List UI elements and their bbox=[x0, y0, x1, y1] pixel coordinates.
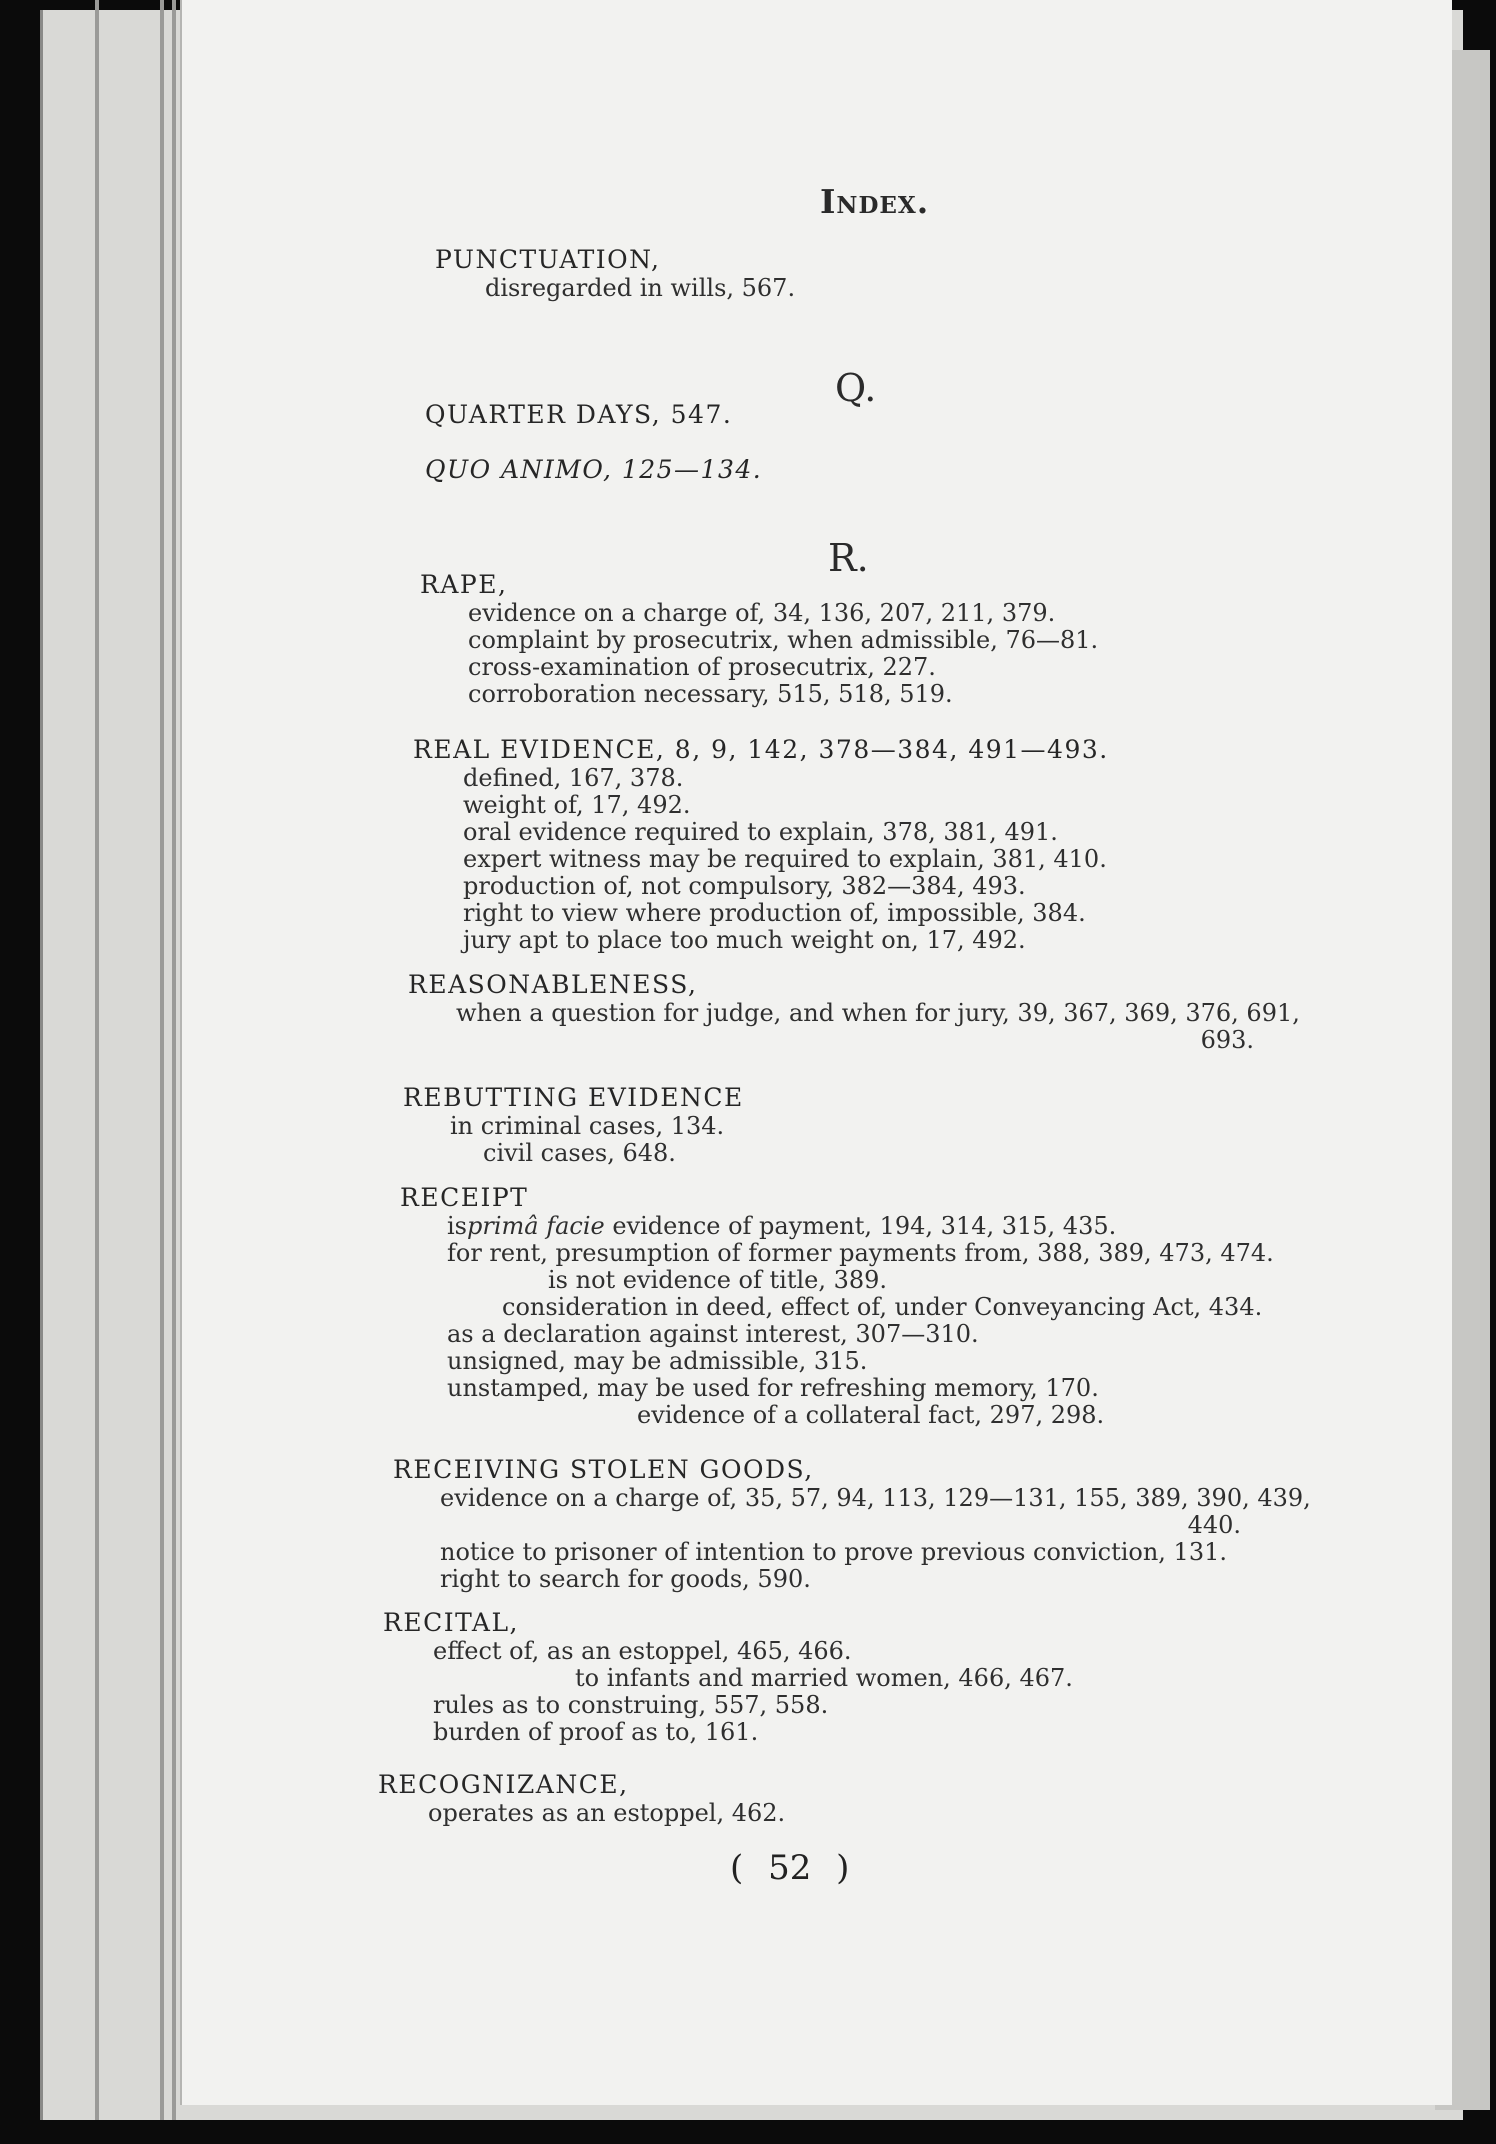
entry-line: production of, not compulsory, 382—384, 493. bbox=[463, 872, 1026, 900]
entry-line: is not evidence of title, 389. bbox=[548, 1266, 888, 1294]
entry-line: unsigned, may be admissible, 315. bbox=[447, 1347, 868, 1375]
entry-heading: RECEIPT bbox=[400, 1183, 529, 1212]
entry-line: evidence on a charge of, 34, 136, 207, 211, 379. bbox=[468, 599, 1056, 627]
entry-heading: PUNCTUATION, bbox=[435, 245, 661, 274]
page-edge bbox=[95, 0, 99, 2120]
entry-line: unstamped, may be used for refreshing memory, 170. bbox=[447, 1374, 1099, 1402]
entry-line: weight of, 17, 492. bbox=[463, 791, 691, 819]
entry-line: cross-examination of prosecutrix, 227. bbox=[468, 653, 936, 681]
index-entry bbox=[408, 970, 1300, 1054]
entry-line: right to search for goods, 590. bbox=[440, 1565, 811, 1593]
entry-continuation: 693. bbox=[1200, 1026, 1254, 1054]
entry-heading: QUARTER DAYS, 547. bbox=[425, 400, 733, 429]
entry-line: notice to prisoner of intention to prove previous conviction, 131. bbox=[440, 1538, 1227, 1566]
entry-line: when a question for judge, and when for jury, 39, 367, 369, 376, 691, bbox=[456, 999, 1300, 1027]
entry-line: disregarded in wills, 567. bbox=[485, 274, 796, 302]
page-edge bbox=[160, 0, 164, 2120]
entry-continuation: 440. bbox=[1187, 1511, 1241, 1539]
entry-heading: RECITAL, bbox=[383, 1608, 519, 1637]
index-entry bbox=[420, 570, 1098, 708]
entry-line: operates as an estoppel, 462. bbox=[428, 1799, 786, 1827]
entry-line: right to view where production of, impossible, 384. bbox=[463, 899, 1086, 927]
entry-line: effect of, as an estoppel, 465, 466. bbox=[433, 1637, 852, 1665]
entry-line: consideration in deed, effect of, under Conveyancing Act, 434. bbox=[502, 1293, 1263, 1321]
entry-line: in criminal cases, 134. bbox=[450, 1112, 725, 1140]
index-entry bbox=[383, 1608, 1073, 1746]
index-entry bbox=[378, 1770, 785, 1827]
entry-heading: REAL EVIDENCE, 8, 9, 142, 378—384, 491—493. bbox=[413, 735, 1109, 764]
entry-line: expert witness may be required to explain, 381, 410. bbox=[463, 845, 1107, 873]
index-entry bbox=[413, 735, 1109, 954]
entry-line: complaint by prosecutrix, when admissible, 76—81. bbox=[468, 626, 1099, 654]
entry-line: rules as to construing, 557, 558. bbox=[433, 1691, 829, 1719]
entry-line: to infants and married women, 466, 467. bbox=[575, 1664, 1073, 1692]
index-entry bbox=[400, 1183, 1274, 1429]
index-entry bbox=[393, 1455, 1311, 1593]
entry-heading: REBUTTING EVIDENCE bbox=[403, 1083, 744, 1112]
entry-line: evidence on a charge of, 35, 57, 94, 113, 129—131, 155, 389, 390, 439, bbox=[440, 1484, 1311, 1512]
entry-line: defined, 167, 378. bbox=[463, 764, 684, 792]
section-letter: Q. bbox=[835, 366, 877, 410]
entry-line: jury apt to place too much weight on, 17, 492. bbox=[463, 926, 1026, 954]
entry-heading: RECEIVING STOLEN GOODS, bbox=[393, 1455, 814, 1484]
entry-heading: RECOGNIZANCE, bbox=[378, 1770, 629, 1799]
entry-line: for rent, presumption of former payments from, 388, 389, 473, 474. bbox=[447, 1239, 1274, 1267]
index-entry bbox=[425, 400, 732, 430]
entry-line: civil cases, 648. bbox=[483, 1139, 676, 1167]
entry-heading: REASONABLENESS, bbox=[408, 970, 698, 999]
index-entry bbox=[435, 245, 795, 302]
index-entry bbox=[425, 455, 762, 485]
entry-line: oral evidence required to explain, 378, 381, 491. bbox=[463, 818, 1058, 846]
entry-line: evidence of a collateral fact, 297, 298. bbox=[637, 1401, 1105, 1429]
entry-heading: QUO ANIMO, 125—134. bbox=[425, 455, 763, 484]
page-edge bbox=[172, 0, 176, 2120]
page-header: Index. bbox=[820, 182, 930, 221]
entry-line: burden of proof as to, 161. bbox=[433, 1718, 759, 1746]
entry-line: isprimâ facie evidence of payment, 194, 314, 315, 435. bbox=[447, 1212, 1117, 1240]
entry-heading: RAPE, bbox=[420, 570, 508, 599]
section-letter: R. bbox=[828, 536, 869, 580]
page-number: ( 52 ) bbox=[730, 1848, 850, 1888]
entry-line: corroboration necessary, 515, 518, 519. bbox=[468, 680, 953, 708]
entry-line: as a declaration against interest, 307—310. bbox=[447, 1320, 979, 1348]
index-entry bbox=[403, 1083, 744, 1167]
